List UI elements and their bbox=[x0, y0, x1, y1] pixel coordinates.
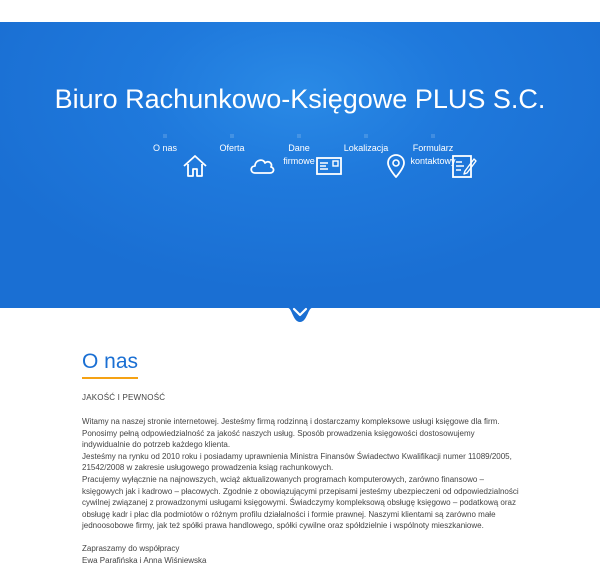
closing-text: Zapraszamy do współpracy bbox=[82, 543, 180, 553]
nav-item-formularz-kontaktowy[interactable] bbox=[393, 136, 473, 168]
form-edit-icon bbox=[448, 151, 478, 181]
nav-label: Formularz kontaktowy bbox=[410, 143, 456, 166]
main-nav bbox=[0, 136, 600, 256]
envelope-icon bbox=[314, 151, 344, 181]
scroll-down-icon[interactable] bbox=[280, 296, 320, 326]
paragraph: Jesteśmy na rynku od 2010 roku i posiadamy uprawnienia Ministra Finansów Świadectwo Kwalifikacji numer 11089/2005, 21542/2008 w zakresie usługowego prowadzenia ksiąg rachunkowych. bbox=[82, 451, 512, 473]
home-icon bbox=[180, 151, 210, 181]
nav-label: Lokalizacja bbox=[343, 143, 389, 153]
signature: Ewa Parafińska i Anna Wiśniewska bbox=[82, 555, 207, 565]
intro-text bbox=[82, 416, 522, 532]
nav-label: Dane firmowe bbox=[283, 143, 315, 166]
section-subhead: JAKOŚĆ I PEWNOŚĆ bbox=[82, 393, 166, 402]
nav-label: Oferta bbox=[219, 143, 245, 153]
paragraph: Witamy na naszej stronie internetowej. Jesteśmy firmą rodzinną i dostarczamy kompleksowe usługi księgowe dla firm. bbox=[82, 417, 500, 426]
paragraph: Pracujemy wyłącznie na najnowszych, wciąż aktualizowanych programach komputerowych, zarówno finansowo – księgowych jak i kadrowo – płacowych. Zgodnie z obowiązującymi przepisami jesteśmy ubezpieczeni od odpowiedzialności cywilnej związanej z prowadzonymi usługami księgowymi. Świadczymy kompleksową obsługę księgowo – podatkową oraz obsługę kadr i płac dla podmiotów o różnym profilu działalności i formie prawnej. Naszymi klientami są zarówno małe jednoosobowe firmy, jak też spółki prawa handlowego, spółki cywilne oraz spółdzielnie i wspólnoty mieszkaniowe. bbox=[82, 474, 519, 531]
hero-banner bbox=[0, 22, 600, 308]
site-title: Biuro Rachunkowo-Księgowe PLUS S.C. bbox=[54, 84, 546, 114]
main-content bbox=[82, 350, 522, 566]
section-title: O nas bbox=[82, 350, 138, 379]
paragraph: Ponosimy pełną odpowiedzialność za jakość naszych usług. Sposób prowadzenia księgowości dostosowujemy indywidualnie do potrzeb każdego klienta. bbox=[82, 428, 475, 450]
closing-block bbox=[82, 543, 522, 566]
top-bar bbox=[0, 0, 600, 22]
nav-label: O nas bbox=[152, 143, 177, 153]
